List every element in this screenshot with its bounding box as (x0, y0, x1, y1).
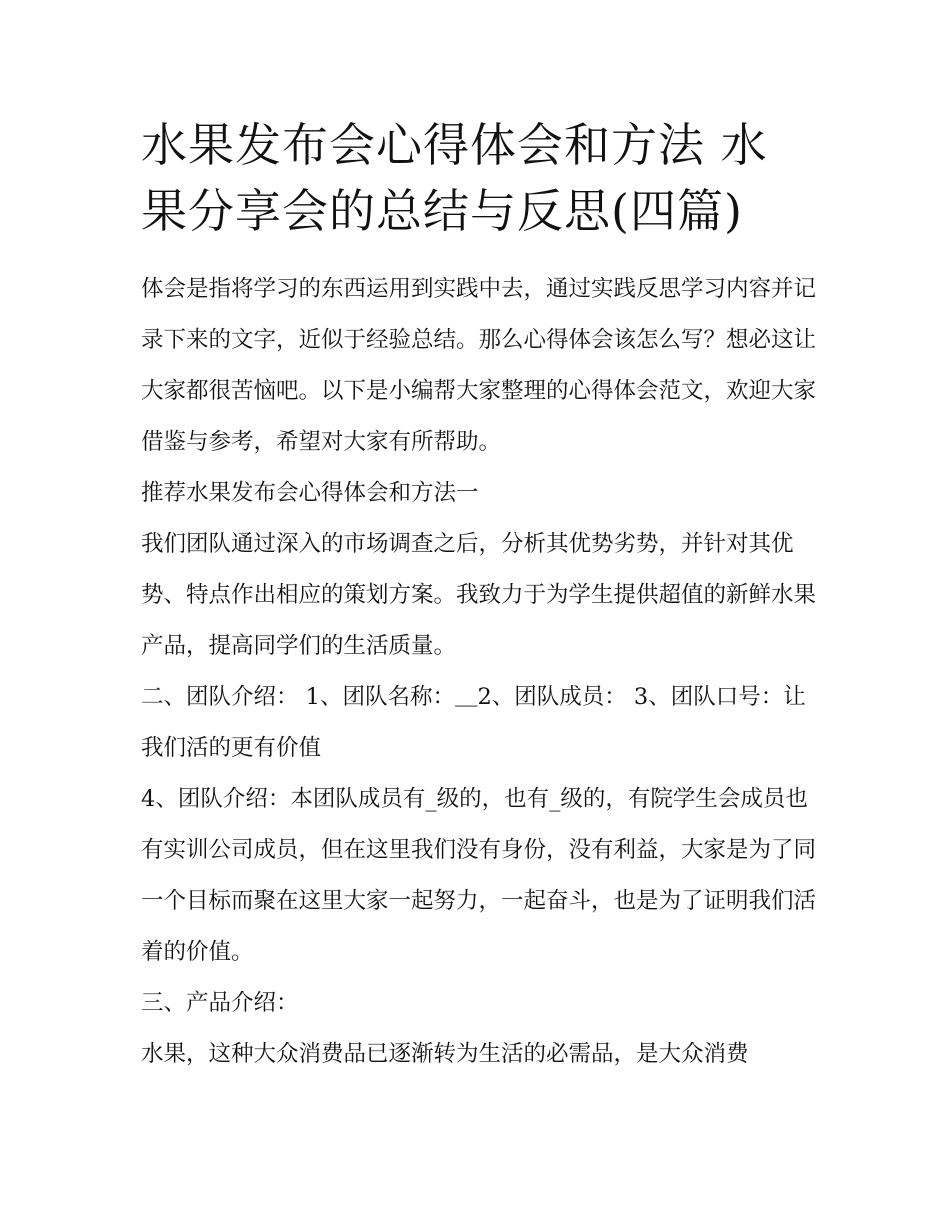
paragraph-team-members: 4、团队介绍：本团队成员有_级的，也有_级的，有院学生会成员也有实训公司成员，但在这里我们没有身份，没有利益，大家是为了同一个目标而聚在这里大家一起努力，一起奋斗，也是为了证明我们活着的价值。 (141, 786, 817, 965)
document-title: 水果发布会心得体会和方法 水果分享会的总结与反思(四篇) (141, 118, 768, 238)
paragraph-product-intro: 水果，这种大众消费品已逐渐转为生活的必需品，是大众消费 (141, 1041, 749, 1067)
paragraph-team-intro: 二、团队介绍： 1、团队名称：＿2、团队成员： 3、团队口号：让我们活的更有价值 (141, 684, 806, 761)
paragraph-section-heading: 推荐水果发布会心得体会和方法一 (141, 480, 479, 506)
paragraph-team-research: 我们团队通过深入的市场调查之后，分析其优势劣势，并针对其优势、特点作出相应的策划方案。我致力于为学生提供超值的新鲜水果产品，提高同学们的生活质量。 (141, 531, 817, 659)
paragraph-product-heading: 三、产品介绍： (141, 990, 299, 1016)
paragraph-intro: 体会是指将学习的东西运用到实践中去，通过实践反思学习内容并记录下来的文字，近似于经验总结。那么心得体会该怎么写？想必这让大家都很苦恼吧。以下是小编帮大家整理的心得体会范文，欢迎大家借鉴与参考，希望对大家有所帮助。 (141, 276, 817, 455)
